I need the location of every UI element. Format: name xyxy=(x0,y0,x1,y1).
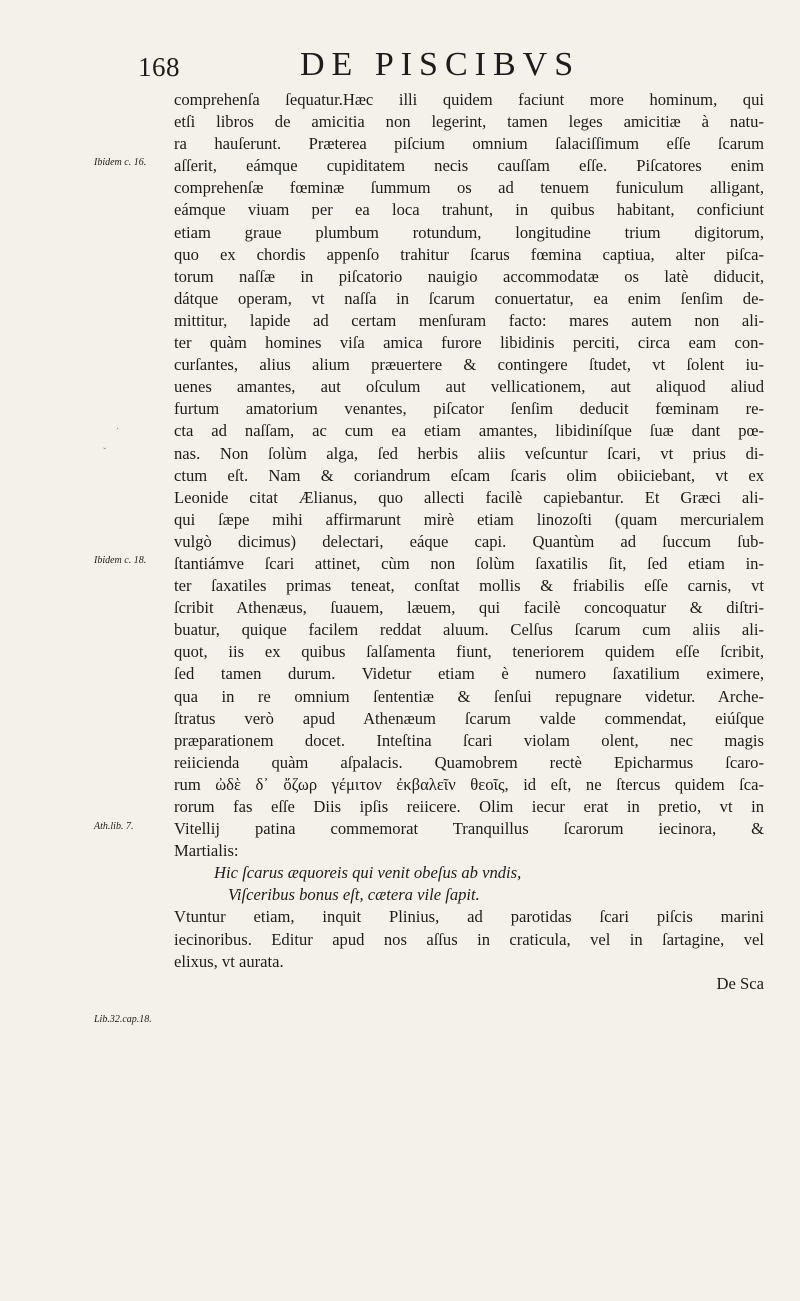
verse-line: Hic ſcarus æquoreis qui venit obeſus ab vndis, xyxy=(214,863,522,883)
body-text xyxy=(174,89,764,995)
text-line: elixus, vt aurata. xyxy=(174,951,284,971)
running-title: DE PISCIBVS xyxy=(300,46,581,83)
ink-speck: ˇ xyxy=(103,447,107,458)
margin-note: Lib.32.cap.18. xyxy=(94,1014,152,1025)
text-line: etſi libros de amicitia non legerint, tamen leges amicitiæ à natu- xyxy=(174,112,764,132)
text-line: ctum eſt. Nam & coriandrum eſcam ſcaris olim obiiciebant, vt ex xyxy=(174,465,764,485)
text-line: rum ὠδὲ δ᾽ ὄζωρ γέμιτον ἐκβαλεῖν θεοῖς, id eſt, ne ſtercus quidem ſca- xyxy=(174,774,764,794)
text-line: iecinoribus. Editur apud nos aſſus in craticula, vel in ſartagine, vel xyxy=(174,929,764,949)
text-line: uenes amantes, aut oſculum aut vellicationem, aut aliquod aliud xyxy=(174,377,764,397)
text-line: ra hauſerunt. Præterea piſcium omnium ſalaciſſimum eſſe ſcarum xyxy=(174,134,764,154)
text-line: quot, iis ex quibus ſalſamenta fiunt, teneriorem quidem eſſe ſcribit, xyxy=(174,642,764,662)
text-line: buatur, quique facilem reddat aluum. Celſus ſcarum cum aliis ali- xyxy=(174,620,764,640)
text-line: Vitellij patina commemorat Tranquillus ſcarorum iecinora, & xyxy=(174,819,764,839)
text-line: cta ad naſſam, ac cum ea etiam amantes, libidiníſque ſuæ dant pœ- xyxy=(174,421,764,441)
text-line: ſcribit Athenæus, ſuauem, læuem, qui facilè concoquatur & diſtri- xyxy=(174,598,764,618)
text-line: etiam graue plumbum rotundum, longitudine trium digitorum, xyxy=(174,222,764,242)
text-line: ſed tamen durum. Videtur etiam è numero ſaxatilium eximere, xyxy=(174,664,764,684)
text-line: aſſerit, eámque cupiditatem necis cauſſam eſſe. Piſcatores enim xyxy=(174,156,764,176)
text-line: ter quàm homines viſa amica furore libidinis perciti, circa eam con- xyxy=(174,333,764,353)
margin-note: Ibidem c. 16. xyxy=(94,157,147,168)
text-line: ſtantiámve ſcari attinet, cùm non ſolùm ſaxatilis ſit, ſed etiam in- xyxy=(174,553,764,573)
ink-speck: · xyxy=(116,424,120,435)
text-line: Martialis: xyxy=(174,841,239,861)
margin-note: Ath.lib. 7. xyxy=(94,821,134,832)
verse-line: Viſceribus bonus eſt, cætera vile ſapit. xyxy=(228,885,480,905)
text-line: mittitur, lapide ad certam menſuram facto: mares autem non ali- xyxy=(174,310,764,330)
text-line: eámque viuam per ea loca trahunt, in quibus habitant, conficiunt xyxy=(174,200,764,220)
text-line: reiicienda quàm aſpalacis. Quamobrem rectè Epicharmus ſcaro- xyxy=(174,752,764,772)
text-line: qua in re omnium ſententiæ & ſenſui repugnare videtur. Arche- xyxy=(174,686,764,706)
text-line: dátque operam, vt naſſa in ſcarum conuertatur, ea enim ſenſim de- xyxy=(174,288,764,308)
text-line: curſantes, alius alium præuertere & contingere ſtudet, vt ſolent iu- xyxy=(174,355,764,375)
text-line: rorum fas eſſe Diis ipſis reiicere. Olim iecur erat in pretio, vt in xyxy=(174,797,764,816)
text-line: comprehenſæ fœminæ ſummum os ad tenuem funiculum alligant, xyxy=(174,178,764,198)
text-line: Leonide citat Ælianus, quo allecti facilè capiebantur. Et Græci ali- xyxy=(174,487,764,507)
text-line: quo ex chordis appenſo trahitur ſcarus fœmina captiua, alter piſca- xyxy=(174,244,764,264)
text-line: vulgò dicimus) delectari, eáque capi. Quantùm ad ſuccum ſub- xyxy=(174,531,764,551)
text-line: furtum amatorium venantes, piſcator ſenſim deducit fœminam re- xyxy=(174,399,764,419)
margin-note: Ibidem c. 18. xyxy=(94,555,147,566)
text-line: torum naſſæ in piſcatorio nauigio accommodatæ os latè diducit, xyxy=(174,266,764,286)
catchword: De Sca xyxy=(716,973,764,993)
text-line: ſtratus verò apud Athenæum ſcarum valde commendat, eiúſque xyxy=(174,708,764,728)
text-line: comprehenſa ſequatur.Hæc illi quidem faciunt more hominum, qui xyxy=(174,90,764,109)
text-line: Vtuntur etiam, inquit Plinius, ad parotidas ſcari piſcis marini xyxy=(174,907,764,927)
page-number: 168 xyxy=(138,52,180,82)
text-line: ter ſaxatiles primas teneat, conſtat mollis & friabilis eſſe carnis, vt xyxy=(174,576,764,596)
text-line: nas. Non ſolùm alga, ſed herbis aliis veſcuntur ſcari, vt prius di- xyxy=(174,443,764,463)
text-line: præparationem docet. Inteſtina ſcari violam olent, nec magis xyxy=(174,730,764,750)
text-line: qui ſæpe mihi affirmarunt mirè etiam linozoſti (quam mercurialem xyxy=(174,509,764,529)
